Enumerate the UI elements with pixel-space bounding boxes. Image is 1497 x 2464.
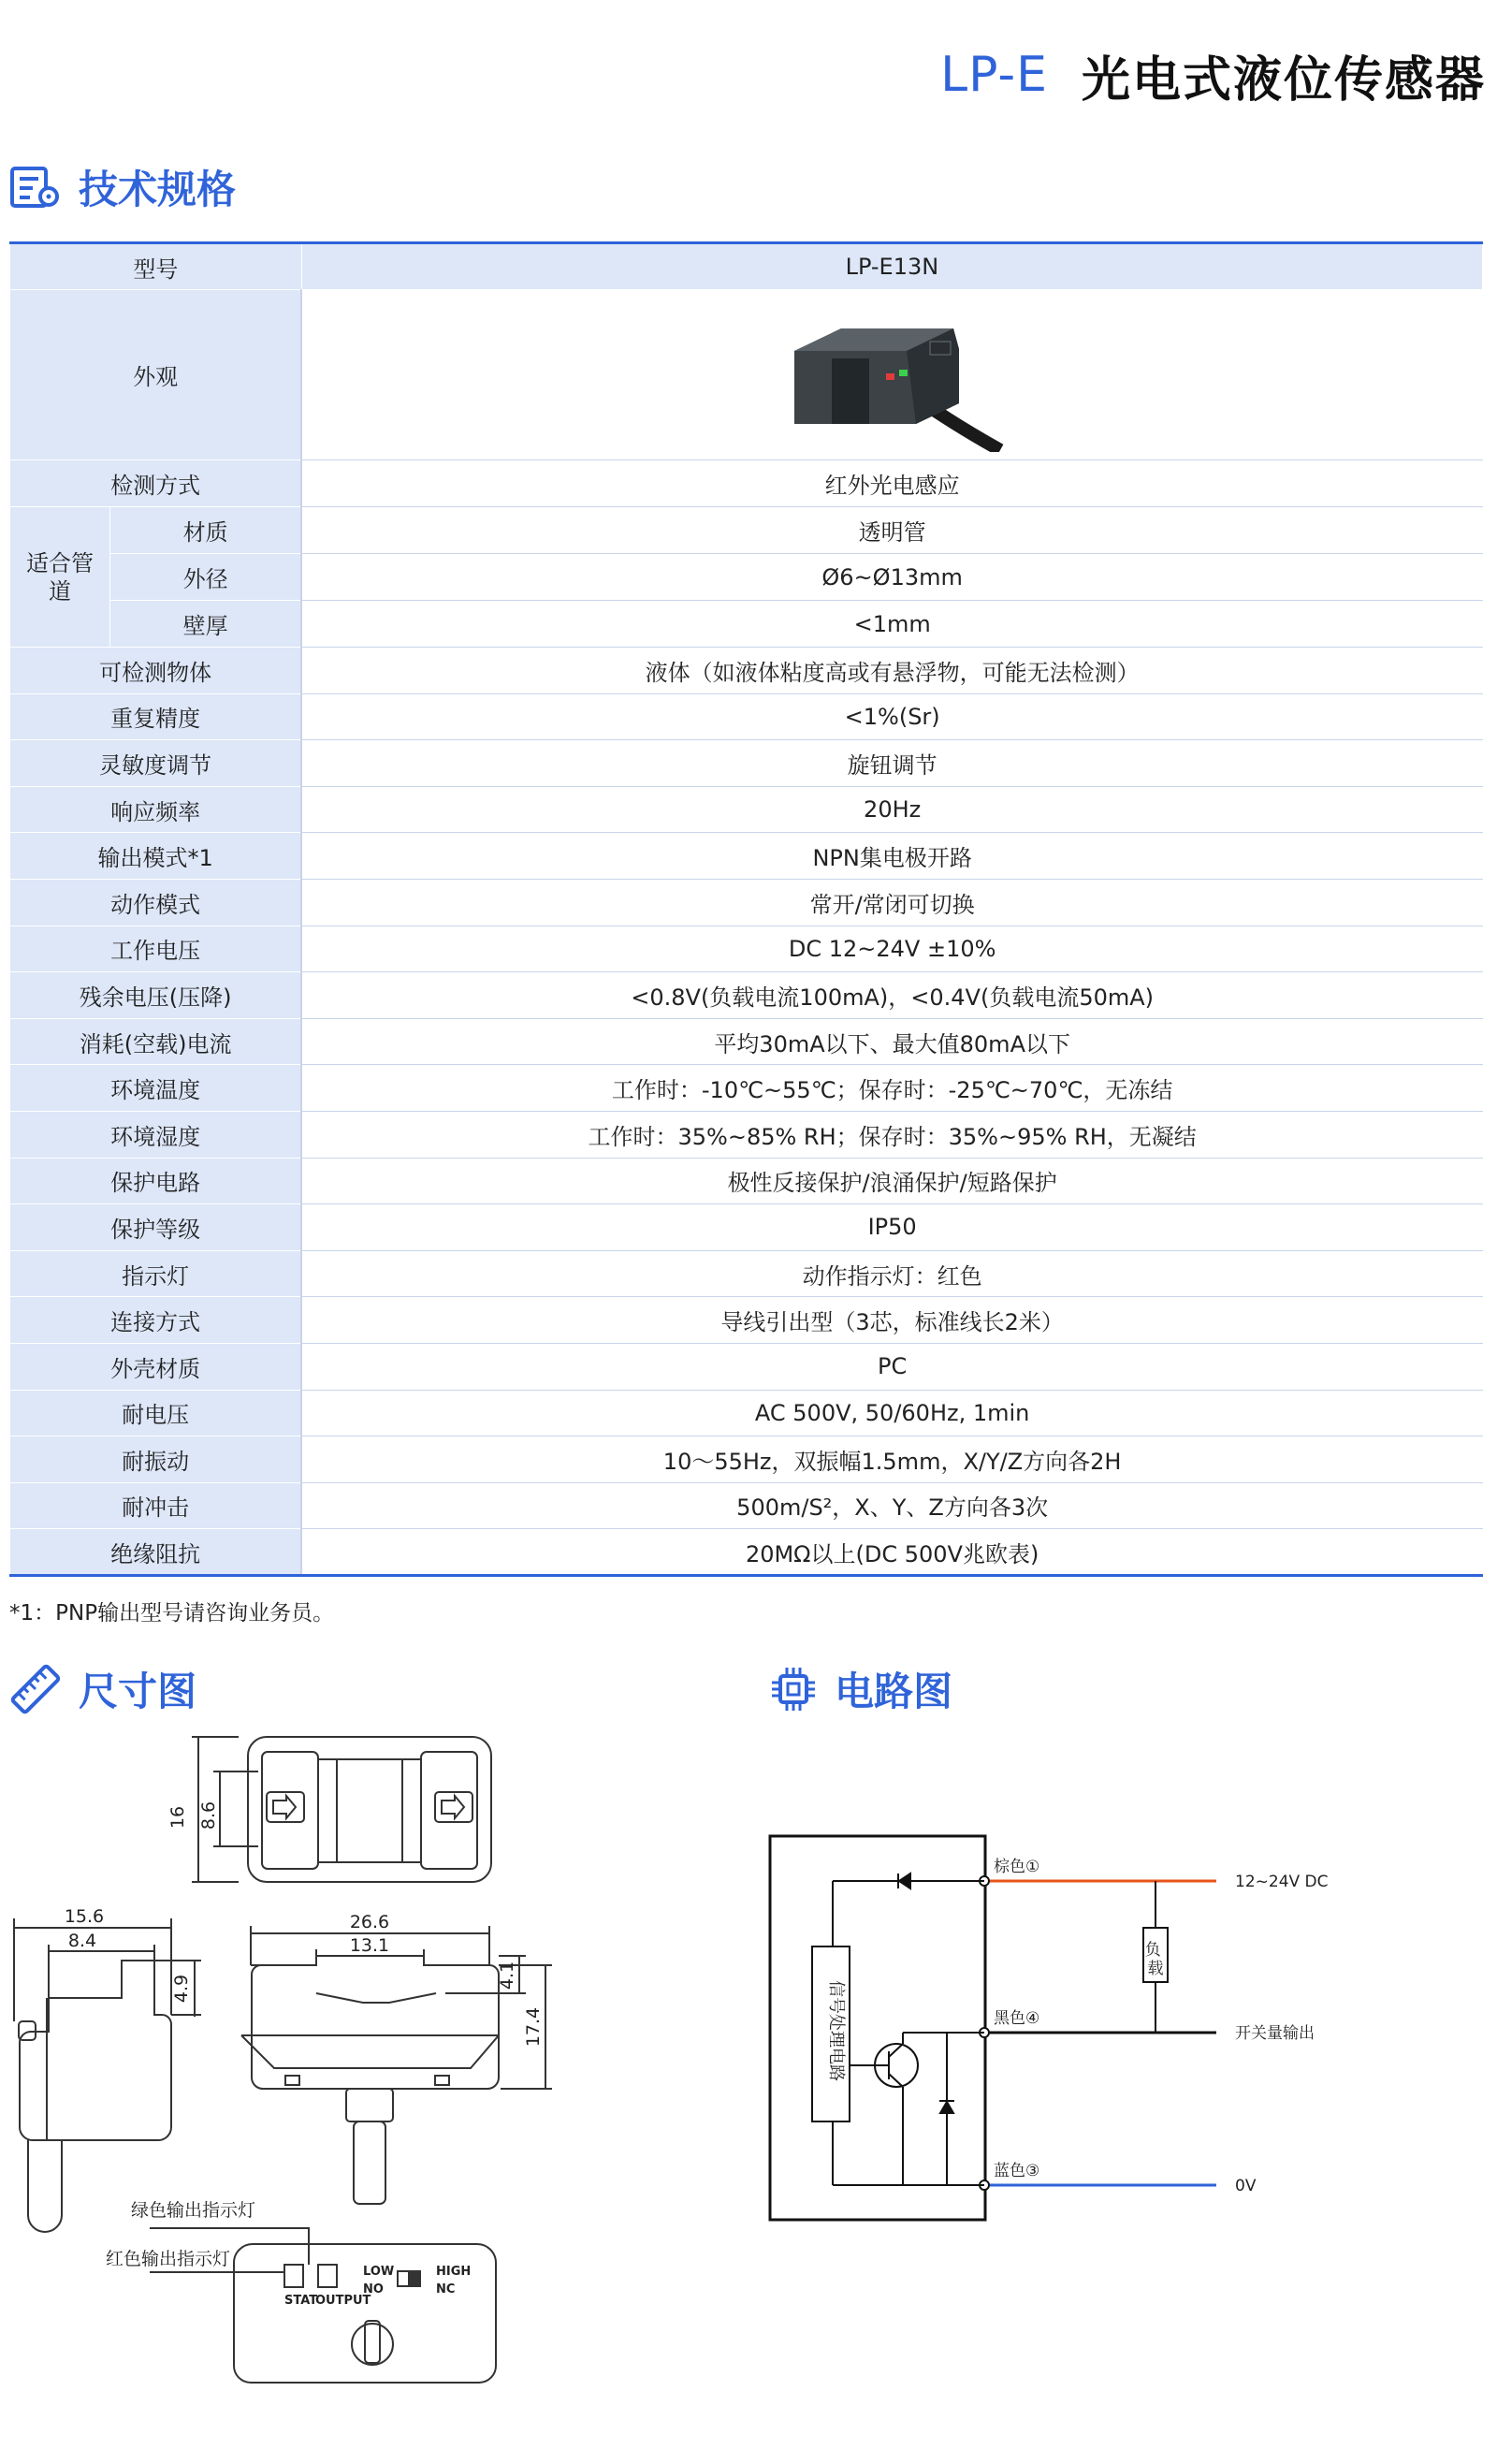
- spec-label: 保护等级: [10, 1204, 302, 1251]
- spec-label: 检测方式: [10, 460, 302, 507]
- dim-label: 16: [167, 1805, 188, 1830]
- load-char: 负: [1144, 1941, 1161, 1960]
- circuit-section-title: [769, 1661, 952, 1717]
- green-led-label: 绿色输出指示灯: [131, 2200, 256, 2221]
- footnote: *1：PNP输出型号请咨询业务员。: [9, 1601, 335, 1626]
- spec-value: Ø6~Ø13mm: [301, 554, 1482, 601]
- spec-label: 可检测物体: [10, 648, 302, 694]
- load-char: 载: [1147, 1960, 1164, 1978]
- table-row: [10, 1111, 1483, 1158]
- spec-label: 灵敏度调节: [10, 740, 302, 787]
- dimension-drawing: [0, 1722, 748, 2461]
- table-row: [10, 786, 1483, 833]
- processing-label: 信号处理电路: [826, 1980, 846, 2081]
- spec-label: 环境湿度: [10, 1111, 302, 1158]
- output-label: OUTPUT: [315, 2294, 371, 2308]
- dim-label: 4.1: [497, 1961, 517, 1990]
- table-row: [10, 1065, 1483, 1112]
- spec-label: 连接方式: [10, 1297, 302, 1344]
- spec-value: <1%(Sr): [301, 693, 1482, 740]
- dim-label: 15.6: [64, 1906, 105, 1927]
- spec-label: 外观: [10, 290, 302, 460]
- spec-value: <0.8V(负载电流100mA)，<0.4V(负载电流50mA): [301, 972, 1482, 1019]
- table-row: [10, 693, 1483, 740]
- table-row: [10, 507, 1483, 554]
- spec-label: 环境温度: [10, 1065, 302, 1112]
- spec-value: 工作时：35%~85% RH；保存时：35%~95% RH，无凝结: [301, 1111, 1482, 1158]
- table-row: [10, 833, 1483, 880]
- dimensions-section-title: [9, 1661, 196, 1717]
- supply-label: 12~24V DC: [1235, 1873, 1329, 1891]
- spec-label: 响应频率: [10, 786, 302, 833]
- spec-value: DC 12~24V ±10%: [301, 926, 1482, 972]
- chip-icon: [769, 1665, 818, 1713]
- stat-label: STAT: [284, 2294, 318, 2308]
- spec-label: 输出模式*1: [10, 833, 302, 880]
- spec-value: 常开/常闭可切换: [301, 879, 1482, 926]
- spec-value: IP50: [301, 1204, 1482, 1251]
- spec-value: <1mm: [301, 601, 1482, 648]
- spec-model-value: LP-E13N: [301, 243, 1482, 290]
- table-row: [10, 1297, 1483, 1344]
- spec-sheet-icon: [9, 165, 62, 210]
- sensor-box: [770, 1836, 985, 2220]
- spec-value: PC: [301, 1343, 1482, 1390]
- blue-wire-label: 蓝色③: [994, 2162, 1040, 2180]
- product-photo: [776, 293, 1010, 452]
- nc-label: NC: [436, 2282, 456, 2296]
- brown-wire-label: 棕色①: [994, 1858, 1040, 1876]
- table-row: [10, 554, 1483, 601]
- spec-value: 500m/S²，X、Y、Z方向各3次: [301, 1482, 1482, 1529]
- table-row: [10, 290, 1483, 460]
- table-row: [10, 460, 1483, 507]
- table-row: [10, 1204, 1483, 1251]
- spec-label: 指示灯: [10, 1250, 302, 1297]
- spec-value: 液体（如液体粘度高或有悬浮物，可能无法检测）: [301, 648, 1482, 694]
- spec-value: 工作时：-10℃~55℃；保存时：-25℃~70℃，无冻结: [301, 1065, 1482, 1112]
- spec-label: 型号: [10, 243, 302, 290]
- spec-value: 20Hz: [301, 786, 1482, 833]
- spec-label: 残余电压(压降): [10, 972, 302, 1019]
- table-row: [10, 740, 1483, 787]
- spec-value: NPN集电极开路: [301, 833, 1482, 880]
- spec-value: 极性反接保护/浪涌保护/短路保护: [301, 1158, 1482, 1204]
- table-row: [10, 1158, 1483, 1204]
- spec-label: 重复精度: [10, 693, 302, 740]
- dim-label: 4.9: [171, 1974, 192, 2004]
- table-row: [10, 1343, 1483, 1390]
- spec-label: 外径: [109, 554, 301, 601]
- table-row: [10, 601, 1483, 648]
- dim-label: 17.4: [523, 2006, 544, 2048]
- spec-label: 工作电压: [10, 926, 302, 972]
- ruler-icon: [9, 1663, 62, 1715]
- table-row: [10, 1482, 1483, 1529]
- specs-title-label: 技术规格: [79, 167, 237, 212]
- dim-label: 13.1: [349, 1935, 390, 1956]
- spec-label: 材质: [109, 507, 301, 554]
- spec-value: AC 500V, 50/60Hz, 1min: [301, 1390, 1482, 1436]
- spec-label: 动作模式: [10, 879, 302, 926]
- no-label: NO: [363, 2282, 384, 2296]
- spec-value: 动作指示灯：红色: [301, 1250, 1482, 1297]
- spec-label: 消耗(空载)电流: [10, 1018, 302, 1065]
- specs-section-title: [9, 159, 236, 215]
- spec-table: [9, 241, 1483, 1577]
- side-view-body: [20, 1961, 171, 2140]
- spec-label: 壁厚: [109, 601, 301, 648]
- table-row: [10, 1436, 1483, 1483]
- load-label: [1145, 1941, 1166, 1978]
- spec-value: 透明管: [301, 507, 1482, 554]
- table-row: [10, 1390, 1483, 1436]
- high-label: HIGH: [436, 2265, 472, 2279]
- spec-label: 耐电压: [10, 1390, 302, 1436]
- spec-value: 平均30mA以下、最大值80mA以下: [301, 1018, 1482, 1065]
- spec-label: 外壳材质: [10, 1343, 302, 1390]
- low-label: LOW: [363, 2265, 395, 2279]
- product-model: LP-E: [940, 47, 1048, 103]
- black-wire-label: 黑色④: [994, 2009, 1040, 2028]
- table-row: [10, 1018, 1483, 1065]
- spec-label: 绝缘阻抗: [10, 1529, 302, 1576]
- dim-label: 8.4: [67, 1931, 97, 1951]
- spec-label: 耐振动: [10, 1436, 302, 1483]
- spec-value: 旋钮调节: [301, 740, 1482, 787]
- zero-volt-label: 0V: [1235, 2177, 1257, 2195]
- table-row: [10, 926, 1483, 972]
- page-header: [940, 37, 1486, 112]
- spec-value: 导线引出型（3芯，标准线长2米）: [301, 1297, 1482, 1344]
- table-row: [10, 879, 1483, 926]
- red-led-label: 红色输出指示灯: [106, 2249, 231, 2269]
- table-row: [10, 1529, 1483, 1576]
- circuit-title-label: 电路图: [835, 1669, 953, 1714]
- dim-label: 26.6: [349, 1912, 390, 1932]
- switch-output-label: 开关量输出: [1235, 2024, 1315, 2043]
- circuit-diagram: [748, 1815, 1403, 2246]
- table-row: [10, 1250, 1483, 1297]
- table-row: [10, 243, 1483, 290]
- spec-label: 耐冲击: [10, 1482, 302, 1529]
- spec-label: 保护电路: [10, 1158, 302, 1204]
- spec-group-label: 适合管道: [10, 507, 110, 648]
- table-row: [10, 972, 1483, 1019]
- spec-value: 10～55Hz，双振幅1.5mm，X/Y/Z方向各2H: [301, 1436, 1482, 1483]
- dim-label: 8.6: [198, 1801, 219, 1830]
- product-image-cell: [301, 290, 1482, 460]
- page-title: 光电式液位传感器: [1081, 51, 1486, 109]
- spec-value: 20MΩ以上(DC 500V兆欧表): [301, 1529, 1482, 1576]
- table-row: [10, 648, 1483, 694]
- dimensions-title-label: 尺寸图: [79, 1669, 197, 1714]
- spec-value: 红外光电感应: [301, 460, 1482, 507]
